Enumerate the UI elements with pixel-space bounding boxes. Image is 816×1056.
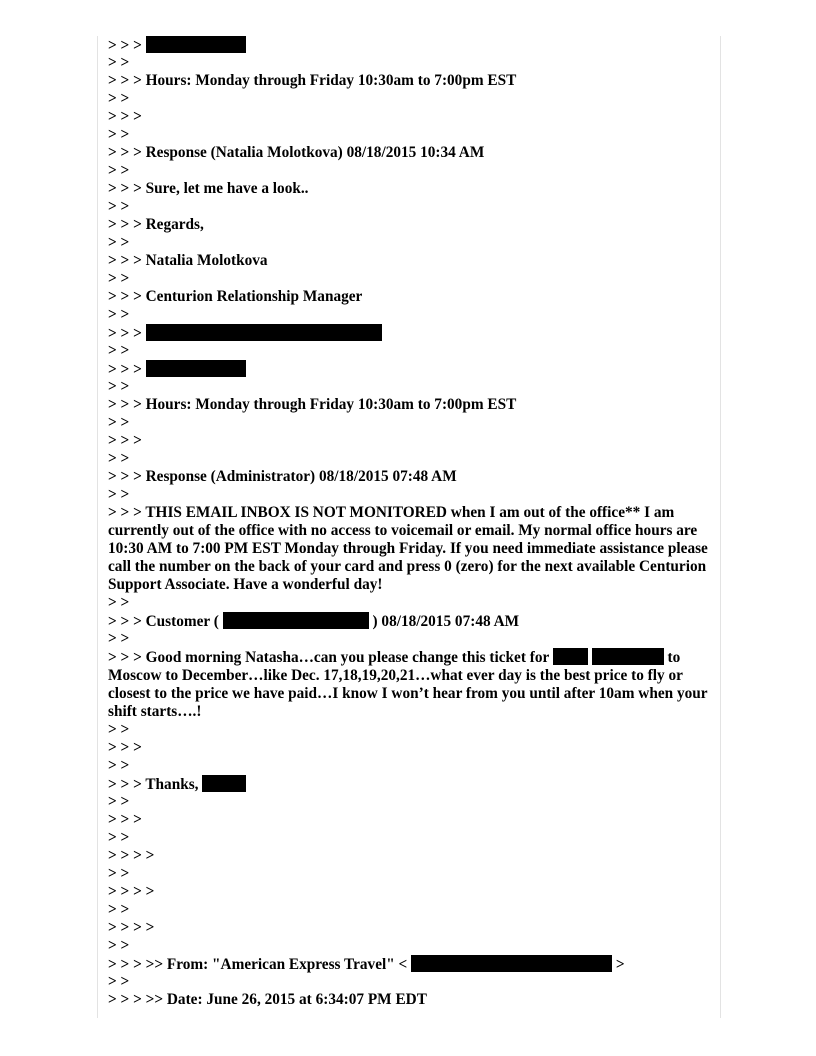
text-line: > >: [108, 198, 130, 215]
text-line: > > > Regards,: [108, 216, 204, 233]
text-line: > >: [108, 234, 130, 251]
text-line: > >: [108, 486, 130, 503]
text-line: > > > >: [108, 847, 155, 864]
redaction-bar: [223, 612, 369, 629]
text-line: > >: [108, 793, 130, 810]
text-line: > >: [108, 757, 130, 774]
redaction-bar: [592, 648, 664, 665]
text-line: > > > Sure, let me have a look..: [108, 180, 309, 197]
text-line: > > > Hours: Monday through Friday 10:30am to 7:00pm EST: [108, 72, 517, 89]
customer-label: > > > Customer (: [108, 613, 223, 630]
text-line: > >: [108, 306, 130, 323]
text-line: > > > >: [108, 919, 155, 936]
text-line: > > >: [108, 739, 142, 756]
text-line: [108, 955, 708, 973]
redaction-bar: [146, 360, 246, 377]
text-line: > > >: [108, 811, 142, 828]
email-thread: [108, 36, 708, 1009]
text-line: > >: [108, 721, 130, 738]
redaction-bar: [146, 324, 382, 341]
redaction-bar: [202, 775, 246, 792]
text-line: > >: [108, 594, 130, 611]
text-line: > > > Hours: Monday through Friday 10:30am to 7:00pm EST: [108, 396, 517, 413]
quote-prefix: > > >: [108, 37, 146, 54]
text-line: [108, 324, 708, 342]
text-line: > > >: [108, 108, 142, 125]
text-line: > >: [108, 162, 130, 179]
text-line: > >: [108, 414, 130, 431]
text-line: > >: [108, 126, 130, 143]
text-line: > > > Response (Administrator) 08/18/2015 07:48 AM: [108, 468, 457, 485]
from-header: > > > >> From: "American Express Travel" <: [108, 956, 412, 973]
message-text-start: > > > Good morning Natasha…can you please change this ticket for: [108, 649, 553, 666]
message-text-end: to Moscow to December…like Dec. 17,18,19,20,21…what ever day is the best price to fly or closest to the price we have paid…I know I won’t hear from you until after 10am when your shift starts….!: [108, 649, 708, 720]
date-header: > > > >> Date: June 26, 2015 at 6:34:07 PM EDT: [108, 991, 427, 1008]
text-line: > >: [108, 937, 130, 954]
text-line: [108, 36, 708, 54]
text-line: > >: [108, 865, 130, 882]
quote-prefix: > > >: [108, 325, 146, 342]
text-line: [108, 360, 708, 378]
text-line: > >: [108, 54, 130, 71]
text-line: > >: [108, 450, 130, 467]
text-line: > > > Response (Natalia Molotkova) 08/18/2015 10:34 AM: [108, 144, 485, 161]
text-line: > >: [108, 270, 130, 287]
text-line: > >: [108, 829, 130, 846]
text-line: > >: [108, 378, 130, 395]
text-line: > >: [108, 630, 130, 647]
redaction-bar: [411, 955, 612, 972]
text-paragraph: [108, 648, 708, 721]
text-line: [108, 775, 708, 793]
thanks-text: > > > Thanks,: [108, 776, 203, 793]
text-line: > >: [108, 90, 130, 107]
text-line: > > >: [108, 432, 142, 449]
redaction-bar: [146, 36, 246, 53]
text-line: > > > >: [108, 883, 155, 900]
quote-prefix: > > >: [108, 361, 146, 378]
text-line: [108, 612, 708, 630]
redaction-bar: [553, 648, 588, 665]
text-line: > > > Natalia Molotkova: [108, 252, 268, 269]
text-line: > >: [108, 973, 130, 990]
text-line: > >: [108, 901, 130, 918]
text-line: > >: [108, 342, 130, 359]
text-paragraph: > > > THIS EMAIL INBOX IS NOT MONITORED when I am out of the office** I am currently out of the office with no access to voicemail or email. My normal office hours are 10:30 AM to 7:00 PM EST Monday through Friday. If you need immediate assistance please call the number on the back of your card and press 0 (zero) for the next available Centurion Support Associate. Have a wonderful day!: [108, 504, 708, 593]
from-header-end: >: [612, 956, 625, 973]
text-line: > > > Centurion Relationship Manager: [108, 288, 363, 305]
customer-timestamp: ) 08/18/2015 07:48 AM: [368, 613, 520, 630]
